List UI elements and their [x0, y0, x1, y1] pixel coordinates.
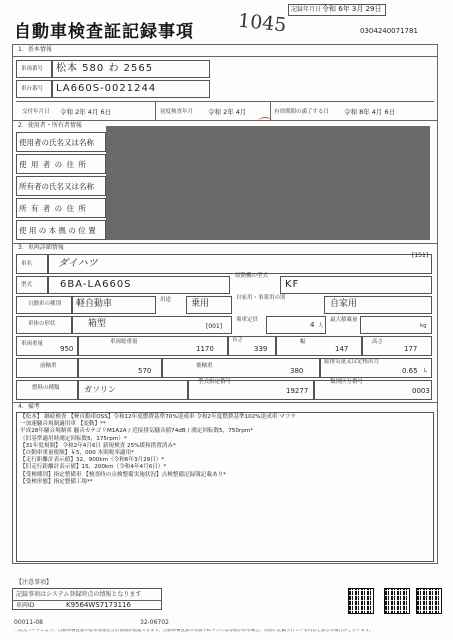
expiry-label: 有効期間の満了する日 — [274, 109, 330, 115]
maker-label: 車名 — [21, 261, 33, 267]
section1-heading: 1．基本情報 — [18, 46, 52, 53]
remark-line: 【31年度規制】 令和2年4月6日 新規検査 25%緩和措置済み* — [20, 442, 176, 449]
notes-text: 記録事項はシステム登録時点の情報となります — [16, 591, 142, 598]
remark-line: 一加速騒音規制適用車 【変動】** — [20, 421, 106, 428]
owner-name-label: 所有者の氏名又は名称 — [19, 182, 94, 191]
remark-line: （旧基準適用時測定回転数5，175rpm）* — [20, 435, 127, 442]
model-label: 型式 — [21, 282, 33, 288]
redacted-block — [106, 126, 430, 240]
engine-label: 原動機の型式 — [235, 273, 269, 279]
remark-line: 【自動車重量税額】￥5，000 本則税率適用* — [20, 450, 134, 457]
type-designation-label: 型式指定番号 — [198, 379, 232, 385]
chassis-number: LA660S-0021244 — [56, 83, 157, 94]
gross-weight-value: 1170 — [196, 345, 214, 353]
private-label: 自家用・事業用の別 — [236, 295, 286, 301]
body-value: 箱型 — [88, 319, 107, 329]
use-label: 用途 — [160, 297, 172, 303]
rear-axle-value: 380 — [290, 367, 304, 375]
remarks-text — [20, 414, 296, 486]
remark-line: 平成28年騒音規制車 騒音カテゴリM1A2A / 近接排気騒音値74dB / 測定回転数5，750rpm* — [20, 428, 254, 435]
first-reg-value: 令和 2年 4月 — [208, 108, 247, 116]
front-axle-label: 前軸重 — [40, 363, 57, 369]
width-label: 幅 — [300, 339, 306, 345]
capacity-label: 乗車定員 — [236, 317, 259, 323]
remark-line: 【受検形態】指定整備工場** — [20, 478, 93, 485]
category-value: 0003 — [412, 387, 430, 395]
code-mid: 32-06702 — [140, 619, 169, 626]
remark-line: 【受検種別】指定整備車 【検査時の点検整備実施状況】点検整備記録簿記載あり* — [20, 471, 226, 478]
chassis-label: 車台番号 — [21, 86, 44, 92]
qr-code-icon — [348, 588, 374, 614]
reg-no-label: 車両番号 — [21, 66, 44, 72]
remark-line: 【旧走行距離計表示値】15，200km（令和4年4月6日）* — [20, 464, 167, 471]
body-code: [001] — [206, 323, 223, 330]
capacity-value: 4 — [310, 321, 315, 329]
type-designation-value: 19277 — [286, 387, 309, 395]
issue-date: 令和 6年 3月 29日 — [322, 5, 382, 13]
reg-no: 松本 580 わ 2565 — [56, 63, 154, 74]
front-axle-value: 570 — [138, 367, 152, 375]
vehicle-type-label: 自動車の種別 — [28, 301, 62, 307]
vehicle-id: K9564WS7173116 — [66, 601, 131, 609]
document-number: 0304240071781 — [360, 27, 418, 35]
displacement-unit: L — [424, 368, 428, 374]
issue-date-row-label: 交付年月日 — [22, 109, 50, 115]
engine-value: KF — [285, 279, 300, 290]
qr-code-icon — [384, 588, 410, 614]
maker-name: ダイハツ — [58, 258, 98, 269]
weight-label: 車両重量 — [21, 341, 44, 347]
user-name-label: 使用者の氏名又は名称 — [19, 138, 94, 147]
section3-heading: 3．車両詳細情報 — [18, 244, 64, 251]
issue-date-label: 記録年月日 — [291, 6, 322, 13]
remark-line: 【走行距離計表示値】32，900km（令和6年3月29日）* — [20, 457, 165, 464]
footer-note: 二次元コードにより、自動車検査証の基本情報を含む情報が閲覧できます。自動車検査証の券面やICタグには券面がある場合、券面に記載されている内容と異なる場合がございます。 — [14, 629, 374, 633]
notes-label: 【注意事項】 — [16, 579, 53, 586]
expiry-value: 令和 8年 4月 6日 — [344, 108, 396, 116]
body-label: 車体の形状 — [28, 321, 56, 327]
section4-heading: 4．備考 — [18, 403, 40, 410]
document-title: 自動車検査証記録事項 — [14, 22, 194, 42]
qr-code-icon — [416, 588, 442, 614]
fuel-label: 燃料の種類 — [32, 385, 60, 391]
rear-axle-label: 後軸重 — [196, 363, 213, 369]
displacement-label: 総排気量又は定格出力 — [324, 359, 380, 365]
handwritten-number: 1045 — [237, 9, 288, 37]
base-location-label: 使 用 の 本 拠 の 位 置 — [19, 226, 96, 235]
category-label: 類別区分番号 — [330, 379, 364, 385]
height-value: 177 — [404, 345, 418, 353]
stamp-mark — [258, 117, 272, 126]
vehicle-type: 軽自動車 — [76, 299, 113, 309]
owner-address-label: 所 有 者 の 住 所 — [19, 204, 87, 213]
width-value: 147 — [335, 345, 349, 353]
height-label: 高さ — [372, 339, 384, 345]
first-reg-label: 初度検査年月 — [160, 109, 194, 115]
length-value: 339 — [254, 345, 268, 353]
code-left: 00011-08 — [14, 619, 43, 626]
weight-value: 950 — [60, 345, 74, 353]
gross-weight-label: 車両総重量 — [110, 339, 138, 345]
maker-code: [151] — [412, 252, 429, 259]
issue-date-value: 令和 2年 4月 6日 — [60, 108, 112, 116]
section2-heading: 2．使用者・所有者情報 — [18, 122, 82, 129]
max-load-unit: kg — [420, 323, 427, 329]
user-address-label: 使 用 者 の 住 所 — [19, 160, 87, 169]
capacity-unit: 人 — [318, 323, 324, 329]
fuel-value: ガソリン — [84, 385, 116, 394]
model-value: 6BA-LA660S — [60, 279, 132, 290]
vehicle-id-label: 車両ID — [16, 602, 35, 609]
length-label: 長さ — [232, 337, 244, 343]
displacement-value: 0.65 — [402, 367, 418, 375]
remark-line: 【松本】 継続検査 【軽自動車OSS】令和12年度燃費基準70%達成車 令和2年度燃費基準102%達成車 マフラ — [20, 414, 296, 420]
use-value: 乗用 — [191, 299, 210, 309]
private-value: 自家用 — [330, 299, 358, 309]
max-load-label: 最大積載量 — [330, 317, 358, 323]
